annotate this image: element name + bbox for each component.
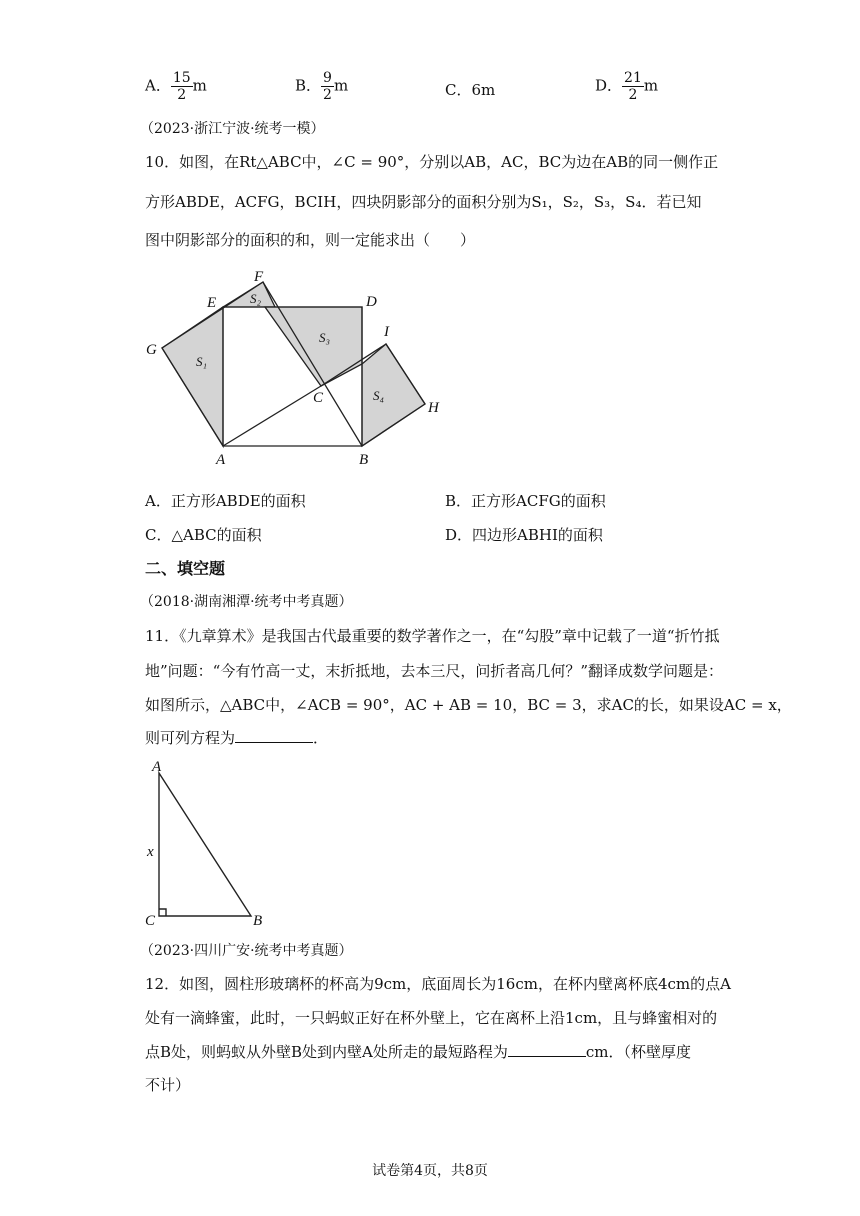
q10-option-c: C．△ABC的面积 <box>145 526 262 544</box>
label-g: G <box>146 342 157 358</box>
q9-option-a <box>145 70 207 103</box>
label-e: E <box>207 295 217 311</box>
fraction-denominator: 2 <box>323 87 332 103</box>
q9-option-d-label: D． <box>595 76 623 95</box>
segment-ac <box>223 386 321 446</box>
label-b: B <box>253 913 263 929</box>
q12-text-line3 <box>145 1041 691 1062</box>
q12-source: （2023·四川广安·统考中考真题） <box>140 943 353 959</box>
unit: m <box>643 76 659 95</box>
q10-option-b: B．正方形ACFG的面积 <box>445 492 606 510</box>
label-s1: S₁ <box>196 354 208 369</box>
fraction-numerator: 9 <box>323 70 332 86</box>
fraction-denominator: 2 <box>177 87 187 103</box>
q10-text-line2: 方形ABDE，ACFG，BCIH，四块阴影部分的面积分别为S₁，S₂，S₃，S₄．若已知 <box>145 193 702 211</box>
q9-option-d-fraction <box>622 70 644 103</box>
page-footer: 试卷第4页，共8页 <box>372 1163 488 1179</box>
q12-prompt: 点B处，则蚂蚁从外壁B处到内壁A处所走的最短路程为 <box>145 1043 508 1061</box>
label-b: B <box>359 452 369 468</box>
q11-text-line1: 11．《九章算术》是我国古代最重要的数学著作之一，在“勾股”章中记载了一道“折竹抵 <box>145 627 720 645</box>
label-h: H <box>428 400 439 416</box>
q11-source: （2018·湖南湘潭·统考中考真题） <box>140 594 353 610</box>
q12-text-line2: 处有一滴蜂蜜，此时，一只蚂蚁正好在杯外壁上，它在离杯上沿1cm，且与蜂蜜相对的 <box>145 1009 718 1027</box>
unit: m <box>333 76 349 95</box>
label-s2: S₂ <box>250 291 262 306</box>
triangle-abc <box>159 773 251 916</box>
fraction-numerator: 15 <box>172 70 191 86</box>
q10-text-line1: 10．如图，在Rt△ABC中，∠C = 90°，分别以AB，AC，BC为边在AB的同一侧作正 <box>145 153 719 171</box>
q10-source: （2023·浙江宁波·统考一模） <box>140 121 325 137</box>
q9-option-b-label: B． <box>295 76 322 95</box>
shade-s4 <box>362 344 425 446</box>
q11-text-line4 <box>145 727 328 748</box>
q9-option-c: C．6m <box>445 81 496 99</box>
q11-prompt: 则可列方程为 <box>145 729 236 747</box>
right-angle-mark <box>159 909 166 916</box>
q12-unit: cm．（杯壁厚度 <box>585 1043 692 1061</box>
q10-figure <box>135 262 455 472</box>
q11-answer-blank[interactable] <box>235 728 313 743</box>
q9-option-a-fraction <box>171 70 193 103</box>
label-c: C <box>145 913 156 929</box>
label-d: D <box>366 294 377 310</box>
q11-text-line2: 地”问题：“今有竹高一丈，末折抵地，去本三尺，问折者高几何？”翻译成数学问题是： <box>145 662 724 680</box>
label-s4: S₄ <box>373 388 385 403</box>
unit: m <box>192 76 207 95</box>
label-a: A <box>216 452 226 468</box>
label-i: I <box>384 324 389 340</box>
section-heading: 二、填空题 <box>145 559 226 578</box>
q12-answer-blank[interactable] <box>508 1042 586 1057</box>
shade-s3 <box>265 307 362 386</box>
label-a: A <box>152 759 162 775</box>
label-x: x <box>147 844 154 860</box>
label-s3: S₃ <box>319 330 331 345</box>
q9-option-d <box>595 70 658 103</box>
q9-option-b <box>295 70 348 103</box>
q9-option-a-label: A． <box>145 76 171 95</box>
q10-option-a: A．正方形ABDE的面积 <box>145 492 306 510</box>
fraction-numerator: 21 <box>624 70 642 86</box>
label-f: F <box>254 269 264 285</box>
q10-text-line3: 图中阴影部分的面积的和，则一定能求出（ ） <box>145 231 476 249</box>
q12-text-line4: 不计） <box>145 1076 191 1094</box>
q10-option-d: D．四边形ABHI的面积 <box>445 526 603 544</box>
q12-text-line1: 12．如图，圆柱形玻璃杯的杯高为9cm，底面周长为16cm，在杯内壁离杯底4cm的点A <box>145 975 731 993</box>
fraction-denominator: 2 <box>628 87 638 103</box>
q11-text-line3: 如图所示，△ABC中，∠ACB = 90°，AC + AB = 10，BC = 3，求AC的长，如果设AC = x， <box>145 696 792 714</box>
q9-option-b-fraction <box>321 70 334 103</box>
q11-figure <box>140 755 270 930</box>
label-c: C <box>313 390 324 406</box>
q11-end: ． <box>313 729 329 747</box>
